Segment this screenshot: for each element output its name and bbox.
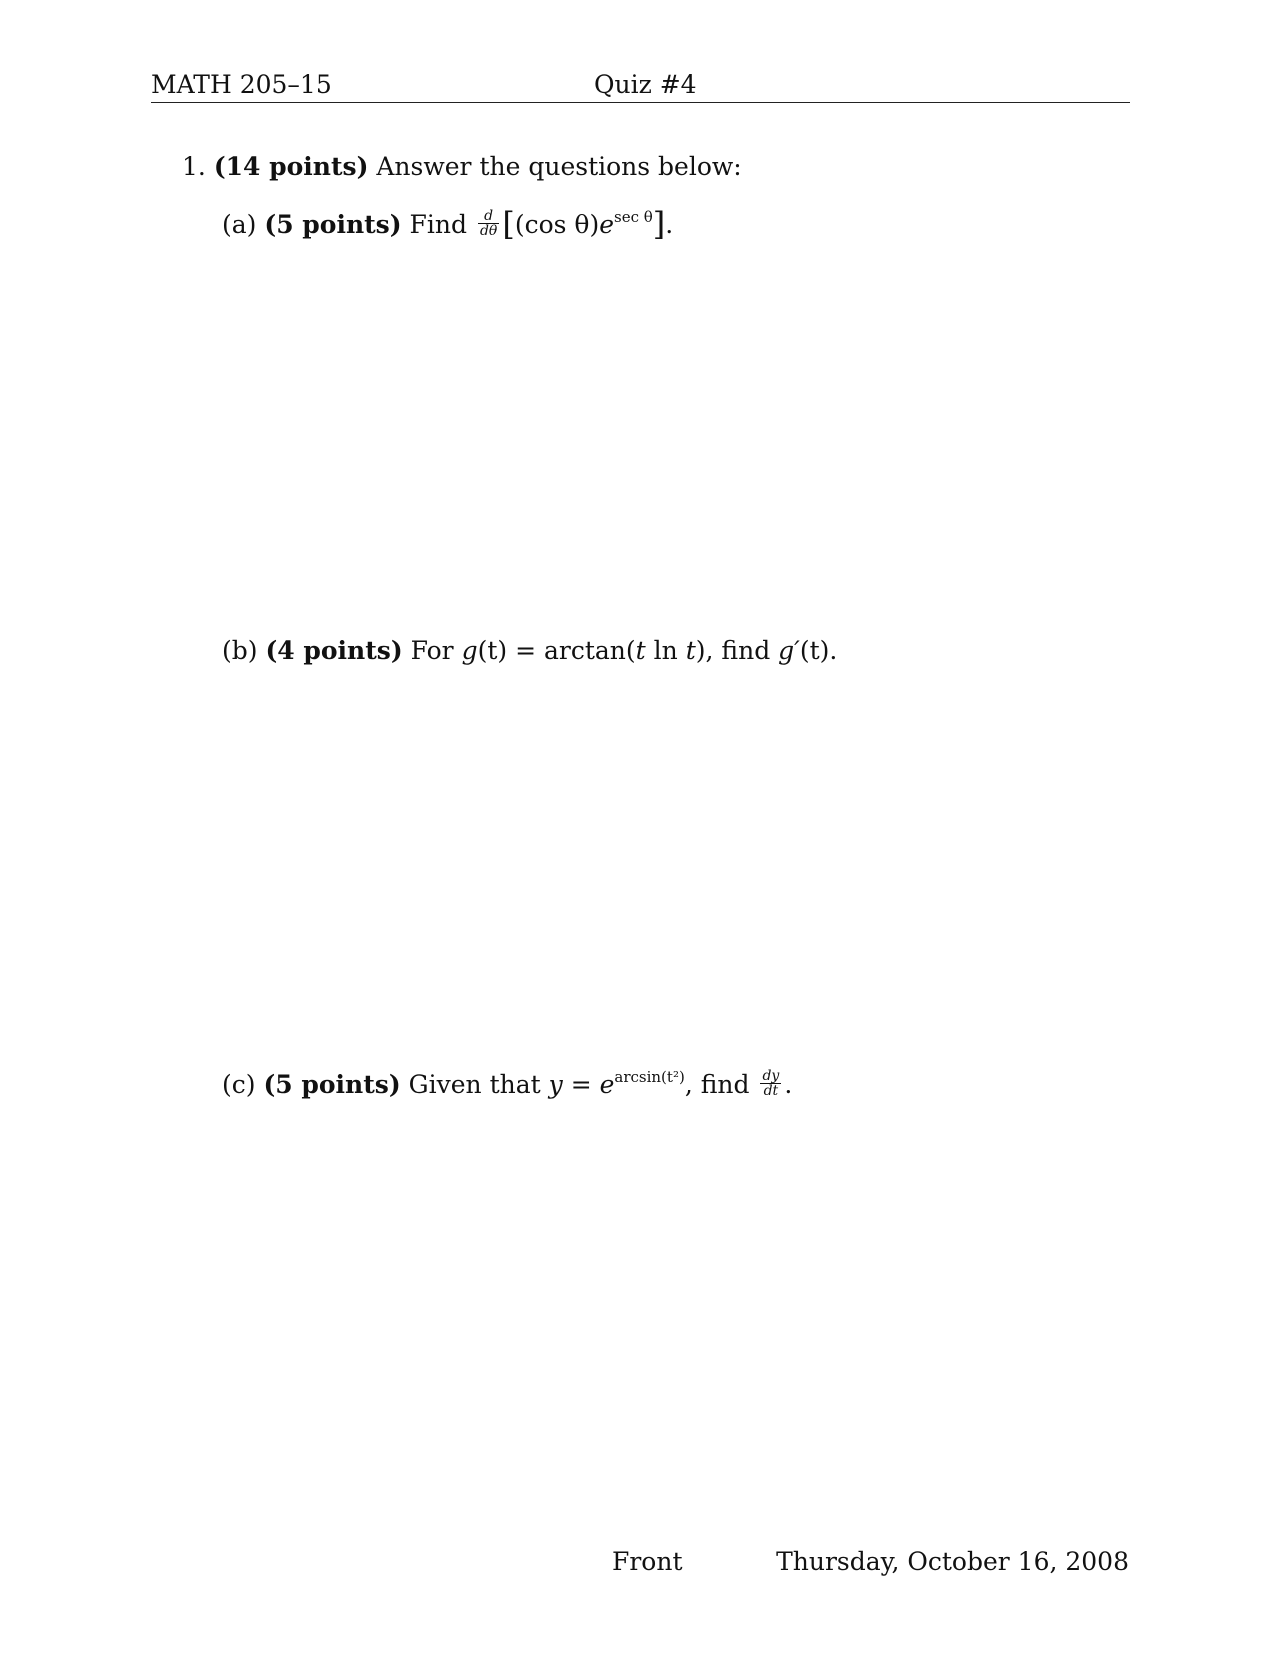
part-lead: Given that [408,1070,541,1099]
close-bracket: ] [652,205,666,243]
part-lead: For [410,636,454,665]
part-points: (4 points) [265,636,403,665]
quiz-date: Thursday, October 16, 2008 [776,1547,1129,1576]
close-find: ), find [695,636,779,665]
part-label: (c) [222,1070,256,1099]
exponent: arcsin(t²) [614,1068,685,1086]
question-text: Answer the questions below: [376,152,742,181]
part-c [222,1070,792,1101]
part-label: (b) [222,636,258,665]
part-a [222,203,673,241]
part-end: . [784,1070,793,1099]
find-text: , find [684,1070,750,1099]
part-lead: Find [409,210,467,239]
open-bracket: [ [502,205,515,243]
derivative-fraction [478,209,499,238]
derivative-arg: (t) [799,636,830,665]
part-end: . [665,210,674,239]
equals-arctan: = arctan( [507,636,636,665]
part-end: . [829,636,838,665]
part-points: (5 points) [264,210,402,239]
exp-base: e [599,1070,615,1099]
exp-base: e [599,210,615,239]
course-label: MATH 205–15 [151,70,332,99]
part-points: (5 points) [263,1070,401,1099]
ln-text: ln [645,636,686,665]
question-1 [182,152,742,181]
part-b [222,636,837,665]
fraction-numerator: d [478,209,499,224]
page-side-label: Front [612,1547,683,1576]
quiz-title: Quiz #4 [594,70,697,99]
header-rule [151,102,1130,103]
expression-body: (cos θ) [514,210,600,239]
var-y: y [548,1070,563,1099]
exponent: sec θ [614,208,653,226]
question-points: (14 points) [213,152,369,181]
fraction-denominator: dt [763,1083,779,1099]
derivative-name: g′ [778,636,800,665]
function-arg: (t) [477,636,508,665]
derivative-fraction [760,1069,781,1098]
var-t: t [685,636,696,665]
question-number: 1. [182,152,206,181]
fraction-numerator: dy [762,1068,780,1084]
function-name: g [461,636,478,665]
equals: = [562,1070,600,1099]
fraction-denominator: dθ [479,223,498,239]
var-t: t [635,636,646,665]
part-label: (a) [222,210,257,239]
